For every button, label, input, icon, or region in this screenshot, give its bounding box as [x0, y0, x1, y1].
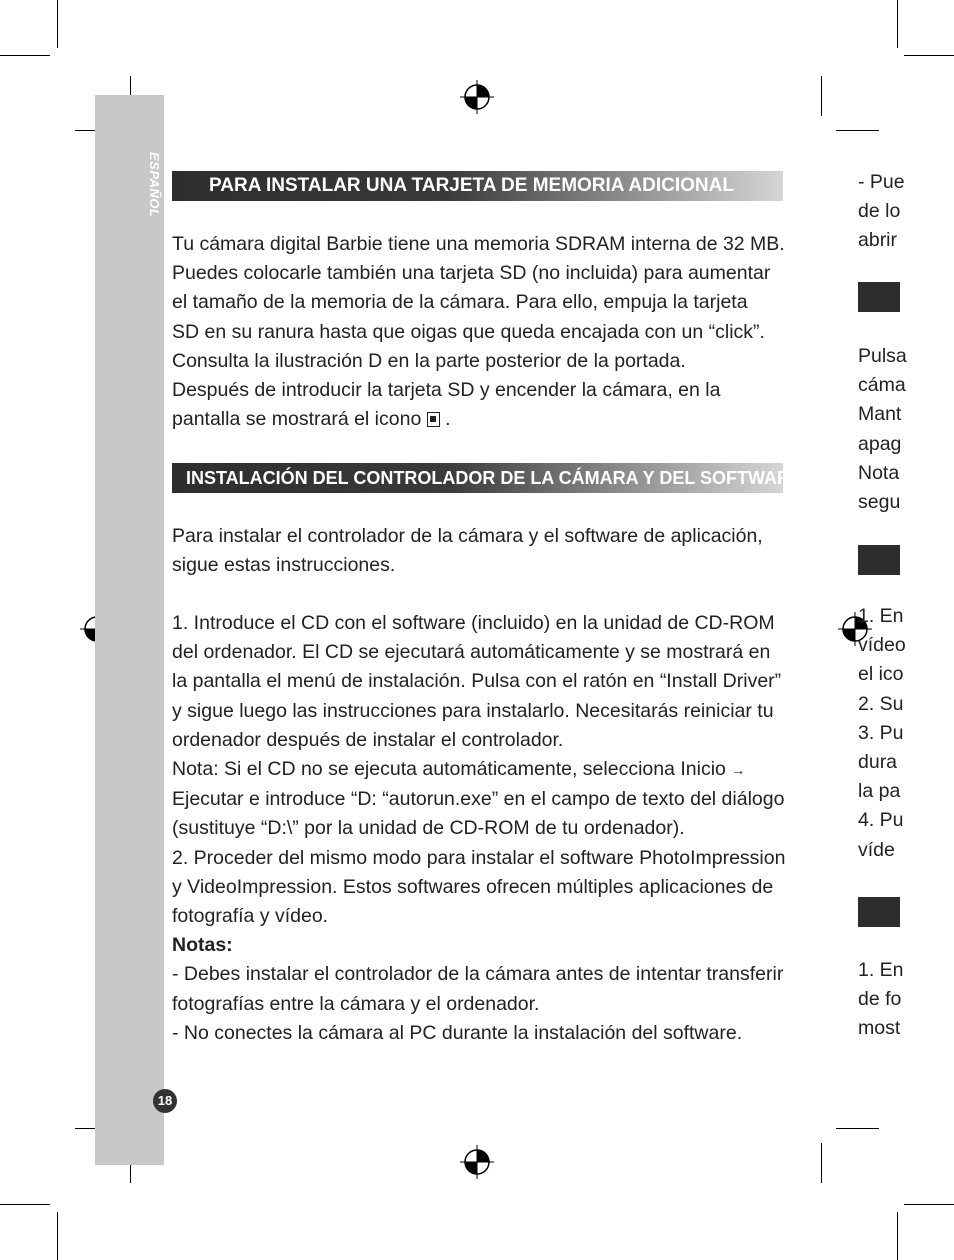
- crop-mark: [836, 130, 879, 131]
- text-line-with-icon: [172, 405, 797, 434]
- text-line: fotografías entre la cámara y el ordenador.: [172, 992, 540, 1015]
- text-line: 2. Proceder del mismo modo para instalar el software PhotoImpression: [172, 846, 786, 869]
- notes-heading: Notas:: [172, 934, 233, 957]
- section-title: PARA INSTALAR UNA TARJETA DE MEMORIA ADICIONAL: [209, 175, 734, 196]
- next-page-text-block: [858, 956, 904, 1044]
- text-line: dura: [858, 751, 898, 774]
- text-line: del ordenador. El CD se ejecutará automáticamente y se mostrará en: [172, 641, 771, 664]
- text-line: 1. Introduce el CD con el software (incluido) en la unidad de CD-ROM: [172, 612, 775, 634]
- sd-card-icon: [427, 412, 440, 427]
- text-line: abrir: [858, 229, 898, 252]
- text-line: y sigue luego las instrucciones para instalarlo. Necesitarás reiniciar tu: [172, 699, 774, 722]
- text-line: Tu cámara digital Barbie tiene una memoria SDRAM interna de 32 MB.: [172, 233, 785, 255]
- text-line-with-arrow: [172, 755, 797, 785]
- text-line: Consulta la ilustración D en la parte posterior de la portada.: [172, 349, 686, 372]
- arrow-icon: →: [731, 762, 746, 779]
- language-label: ESPAÑOL: [147, 152, 162, 218]
- text-line: sigue estas instrucciones.: [172, 554, 396, 577]
- section-title: INSTALACIÓN DEL CONTROLADOR DE LA CÁMARA Y DEL SOFTWARE: [186, 468, 803, 488]
- crop-mark: [821, 76, 822, 116]
- text-line: - Debes instalar el controlador de la cámara antes de intentar transferir: [172, 963, 784, 986]
- crop-mark: [836, 1128, 879, 1129]
- text-line: el tamaño de la memoria de la cámara. Para ello, empuja la tarjeta: [172, 291, 748, 314]
- text-line: - No conectes la cámara al PC durante la instalación del software.: [172, 1021, 743, 1044]
- next-page-section-header: [858, 897, 900, 927]
- text-line: y VideoImpression. Estos softwares ofrecen múltiples aplicaciones de: [172, 875, 774, 898]
- text-line: segu: [858, 491, 901, 514]
- text-line: de lo: [858, 200, 901, 223]
- language-tab: [142, 152, 166, 232]
- text-line: de fo: [858, 988, 902, 1011]
- driver-steps-paragraph: [172, 609, 797, 1048]
- text-line: 1. En: [858, 605, 904, 627]
- page-number: 18: [153, 1089, 177, 1113]
- crop-mark: [0, 55, 50, 56]
- text-line: la pantalla el menú de instalación. Pulsa con el ratón en “Install Driver”: [172, 670, 782, 693]
- text-segment: Nota: Si el CD no se ejecuta automáticamente, selecciona Inicio: [172, 758, 726, 781]
- crop-mark: [904, 1204, 954, 1205]
- text-line: 3. Pu: [858, 721, 904, 744]
- text-line: Puedes colocarle también una tarjeta SD (no incluida) para aumentar: [172, 262, 771, 285]
- next-page-text-block: [858, 168, 905, 256]
- crop-mark: [897, 0, 898, 48]
- text-line: la pa: [858, 780, 901, 803]
- text-line: 2. Su: [858, 692, 904, 715]
- crop-mark: [897, 1212, 898, 1260]
- text-line: Mant: [858, 403, 902, 426]
- next-page-text-block: [858, 342, 907, 517]
- text-line: apag: [858, 432, 902, 455]
- crop-mark: [821, 1143, 822, 1183]
- text-line: Para instalar el controlador de la cámara y el software de aplicación,: [172, 525, 763, 547]
- text-line: Ejecutar e introduce “D: “autorun.exe” en el campo de texto del diálogo: [172, 788, 785, 811]
- text-segment: pantalla se mostrará el icono: [172, 408, 422, 431]
- text-line: vídeo: [858, 634, 906, 657]
- text-line: Después de introducir la tarjeta SD y encender la cámara, en la: [172, 379, 721, 402]
- next-page-section-header: [858, 282, 900, 312]
- memory-card-paragraph: [172, 230, 797, 434]
- registration-mark-icon: [460, 1145, 494, 1179]
- crop-mark: [57, 1212, 58, 1260]
- text-line: 1. En: [858, 959, 904, 981]
- next-page-section-header: [858, 545, 900, 575]
- crop-mark: [57, 0, 58, 48]
- text-line: cáma: [858, 374, 906, 397]
- text-line: (sustituye “D:\” por la unidad de CD-ROM de tu ordenador).: [172, 817, 685, 840]
- text-line: SD en su ranura hasta que oigas que queda encajada con un “click”.: [172, 320, 765, 343]
- driver-intro-paragraph: [172, 522, 797, 580]
- crop-mark: [904, 55, 954, 56]
- registration-mark-icon: [460, 80, 494, 114]
- text-segment: .: [445, 408, 451, 431]
- crop-mark: [0, 1204, 50, 1205]
- text-line: most: [858, 1017, 901, 1040]
- section-header-driver-install: [172, 463, 803, 493]
- text-line: Pulsa: [858, 345, 907, 367]
- section-header-memory-card: [172, 171, 783, 201]
- text-line: fotografía y vídeo.: [172, 905, 329, 928]
- next-page-text-block: [858, 602, 906, 865]
- text-line: 4. Pu: [858, 809, 904, 832]
- text-line: Nota: [858, 461, 900, 484]
- language-sidebar: [95, 95, 164, 1165]
- text-line: - Pue: [858, 171, 905, 193]
- text-line: ordenador después de instalar el controlador.: [172, 728, 564, 751]
- text-line: el ico: [858, 663, 904, 686]
- text-line: víde: [858, 838, 895, 861]
